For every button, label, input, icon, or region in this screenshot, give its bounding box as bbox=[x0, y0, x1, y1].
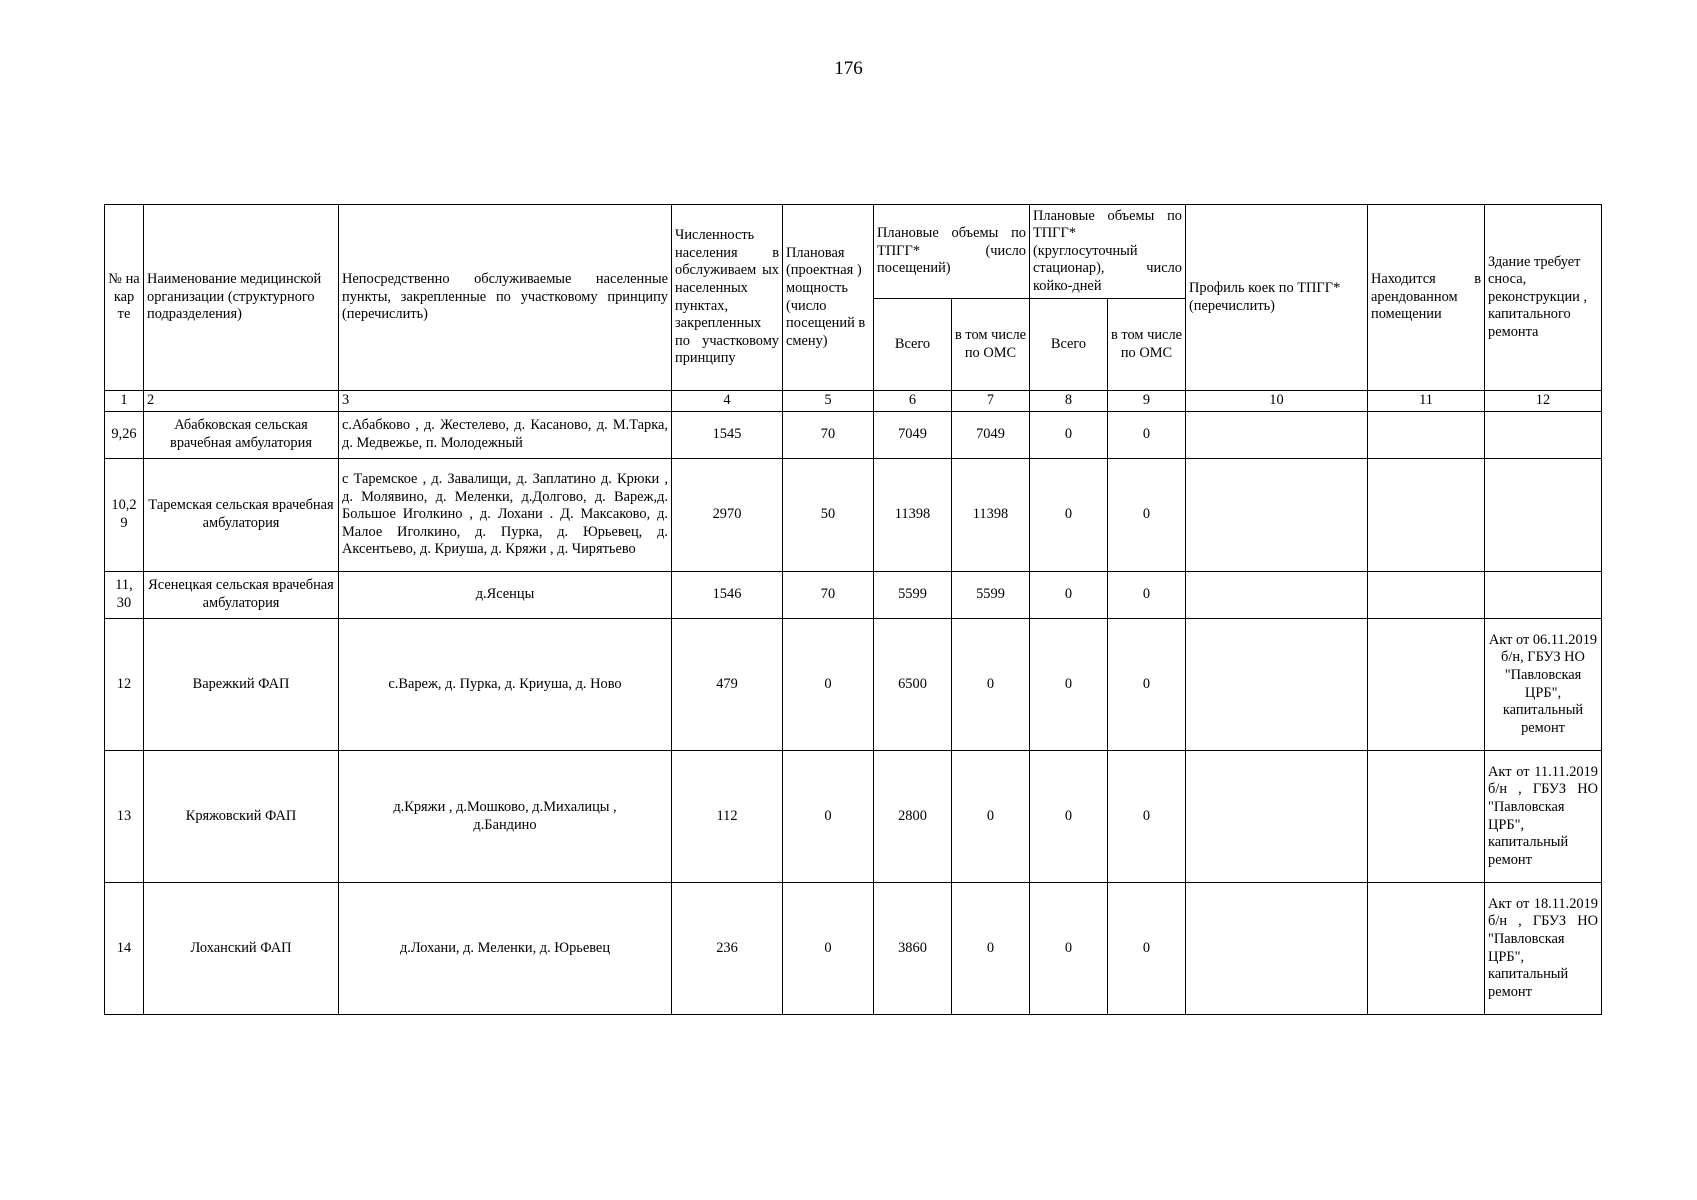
served-points: д.Кряжи , д.Мошково, д.Михалицы , д.Бандино bbox=[339, 751, 672, 883]
beds-oms: 0 bbox=[1108, 412, 1186, 459]
visits-total: 3860 bbox=[874, 883, 952, 1015]
building-status bbox=[1485, 572, 1602, 619]
facilities-table bbox=[104, 204, 1602, 1015]
visits-oms: 7049 bbox=[952, 412, 1030, 459]
header-population: Численность населения в обслуживаем ых населенных пунктах, закрепленных по участковому принципу bbox=[672, 205, 783, 391]
rented bbox=[1368, 412, 1485, 459]
served-points: д.Ясенцы bbox=[339, 572, 672, 619]
beds-oms: 0 bbox=[1108, 619, 1186, 751]
building-status: Акт от 06.11.2019 б/н, ГБУЗ НО "Павловская ЦРБ", капитальный ремонт bbox=[1485, 619, 1602, 751]
row-num: 13 bbox=[105, 751, 144, 883]
visits-total: 5599 bbox=[874, 572, 952, 619]
beds-profile bbox=[1186, 572, 1368, 619]
header-rented: Находится в арендованном помещении bbox=[1368, 205, 1485, 391]
population: 112 bbox=[672, 751, 783, 883]
header-name: Наименование медицинской организации (структурного подразделения) bbox=[144, 205, 339, 391]
beds-profile bbox=[1186, 412, 1368, 459]
column-number: 6 bbox=[874, 391, 952, 412]
column-number: 8 bbox=[1030, 391, 1108, 412]
rented bbox=[1368, 619, 1485, 751]
population: 479 bbox=[672, 619, 783, 751]
header-num: № на кар те bbox=[105, 205, 144, 391]
rented bbox=[1368, 883, 1485, 1015]
row-num: 10,2 9 bbox=[105, 459, 144, 572]
beds-total: 0 bbox=[1030, 751, 1108, 883]
beds-profile bbox=[1186, 459, 1368, 572]
column-number: 7 bbox=[952, 391, 1030, 412]
table-row bbox=[105, 572, 1602, 619]
header-building: Здание требует сноса, реконструкции , капитального ремонта bbox=[1485, 205, 1602, 391]
column-number: 3 bbox=[339, 391, 672, 412]
header-beds-total: Всего bbox=[1030, 299, 1108, 391]
beds-total: 0 bbox=[1030, 619, 1108, 751]
facility-name: Лоханский ФАП bbox=[144, 883, 339, 1015]
beds-total: 0 bbox=[1030, 572, 1108, 619]
visits-oms: 0 bbox=[952, 751, 1030, 883]
header-visits-oms: в том числе по ОМС bbox=[952, 299, 1030, 391]
beds-oms: 0 bbox=[1108, 751, 1186, 883]
served-points: д.Лохани, д. Меленки, д. Юрьевец bbox=[339, 883, 672, 1015]
served-points: с.Вареж, д. Пурка, д. Криуша, д. Ново bbox=[339, 619, 672, 751]
header-capacity: Плановая (проектная ) мощность (число посещений в смену) bbox=[783, 205, 874, 391]
beds-total: 0 bbox=[1030, 412, 1108, 459]
column-number: 12 bbox=[1485, 391, 1602, 412]
served-points: с.Абабково , д. Жестелево, д. Касаново, д. М.Тарка, д. Медвежье, п. Молодежный bbox=[339, 412, 672, 459]
capacity: 0 bbox=[783, 751, 874, 883]
beds-profile bbox=[1186, 883, 1368, 1015]
population: 2970 bbox=[672, 459, 783, 572]
row-num: 9,26 bbox=[105, 412, 144, 459]
capacity: 0 bbox=[783, 619, 874, 751]
building-status bbox=[1485, 459, 1602, 572]
rented bbox=[1368, 459, 1485, 572]
visits-oms: 5599 bbox=[952, 572, 1030, 619]
header-tpgg-visits: Плановые объемы по ТПГГ* (число посещений) bbox=[874, 205, 1030, 299]
beds-total: 0 bbox=[1030, 883, 1108, 1015]
facility-name: Ясенецкая сельская врачебная амбулатория bbox=[144, 572, 339, 619]
visits-total: 2800 bbox=[874, 751, 952, 883]
table-row bbox=[105, 412, 1602, 459]
table-row bbox=[105, 619, 1602, 751]
table-row bbox=[105, 751, 1602, 883]
rented bbox=[1368, 572, 1485, 619]
building-status bbox=[1485, 412, 1602, 459]
population: 1546 bbox=[672, 572, 783, 619]
visits-total: 11398 bbox=[874, 459, 952, 572]
building-status: Акт от 11.11.2019 б/н , ГБУЗ НО "Павловская ЦРБ", капитальный ремонт bbox=[1485, 751, 1602, 883]
row-num: 14 bbox=[105, 883, 144, 1015]
header-beds-oms: в том числе по ОМС bbox=[1108, 299, 1186, 391]
beds-oms: 0 bbox=[1108, 459, 1186, 572]
visits-oms: 0 bbox=[952, 883, 1030, 1015]
served-points: с Таремское , д. Завалищи, д. Заплатино д. Крюки , д. Молявино, д. Меленки, д.Долгово, д. Вареж,д. Большое Иголкино , д. Лохани . Д. Максаково, д. Малое Иголкино, д. Пурка, д. Юрьевец, д. Аксентьево, д. Криуша, д. Кряжи , д. Чирятьево bbox=[339, 459, 672, 572]
visits-oms: 0 bbox=[952, 619, 1030, 751]
column-number: 2 bbox=[144, 391, 339, 412]
column-number: 9 bbox=[1108, 391, 1186, 412]
table-row bbox=[105, 883, 1602, 1015]
beds-profile bbox=[1186, 751, 1368, 883]
facility-name: Абабковская сельская врачебная амбулатория bbox=[144, 412, 339, 459]
rented bbox=[1368, 751, 1485, 883]
facility-name: Кряжовский ФАП bbox=[144, 751, 339, 883]
visits-total: 7049 bbox=[874, 412, 952, 459]
beds-total: 0 bbox=[1030, 459, 1108, 572]
header-visits-total: Всего bbox=[874, 299, 952, 391]
row-num: 11, 30 bbox=[105, 572, 144, 619]
row-num: 12 bbox=[105, 619, 144, 751]
column-number: 11 bbox=[1368, 391, 1485, 412]
header-tpgg-inpatient: Плановые объемы по ТПГГ* (круглосуточный стационар), число койко-дней bbox=[1030, 205, 1186, 299]
capacity: 70 bbox=[783, 412, 874, 459]
header-points: Непосредственно обслуживаемые населенные пункты, закрепленные по участковому принципу (перечислить) bbox=[339, 205, 672, 391]
visits-total: 6500 bbox=[874, 619, 952, 751]
beds-oms: 0 bbox=[1108, 883, 1186, 1015]
population: 236 bbox=[672, 883, 783, 1015]
column-number: 4 bbox=[672, 391, 783, 412]
facility-name: Таремская сельская врачебная амбулатория bbox=[144, 459, 339, 572]
facility-name: Варежкий ФАП bbox=[144, 619, 339, 751]
page-number: 176 bbox=[834, 58, 863, 79]
beds-oms: 0 bbox=[1108, 572, 1186, 619]
capacity: 0 bbox=[783, 883, 874, 1015]
capacity: 50 bbox=[783, 459, 874, 572]
column-number: 5 bbox=[783, 391, 874, 412]
table-row bbox=[105, 459, 1602, 572]
capacity: 70 bbox=[783, 572, 874, 619]
header-beds-profile: Профиль коек по ТПГГ* (перечислить) bbox=[1186, 205, 1368, 391]
population: 1545 bbox=[672, 412, 783, 459]
beds-profile bbox=[1186, 619, 1368, 751]
column-number: 10 bbox=[1186, 391, 1368, 412]
visits-oms: 11398 bbox=[952, 459, 1030, 572]
column-number-row bbox=[105, 391, 1602, 412]
column-number: 1 bbox=[105, 391, 144, 412]
building-status: Акт от 18.11.2019 б/н , ГБУЗ НО "Павловская ЦРБ", капитальный ремонт bbox=[1485, 883, 1602, 1015]
